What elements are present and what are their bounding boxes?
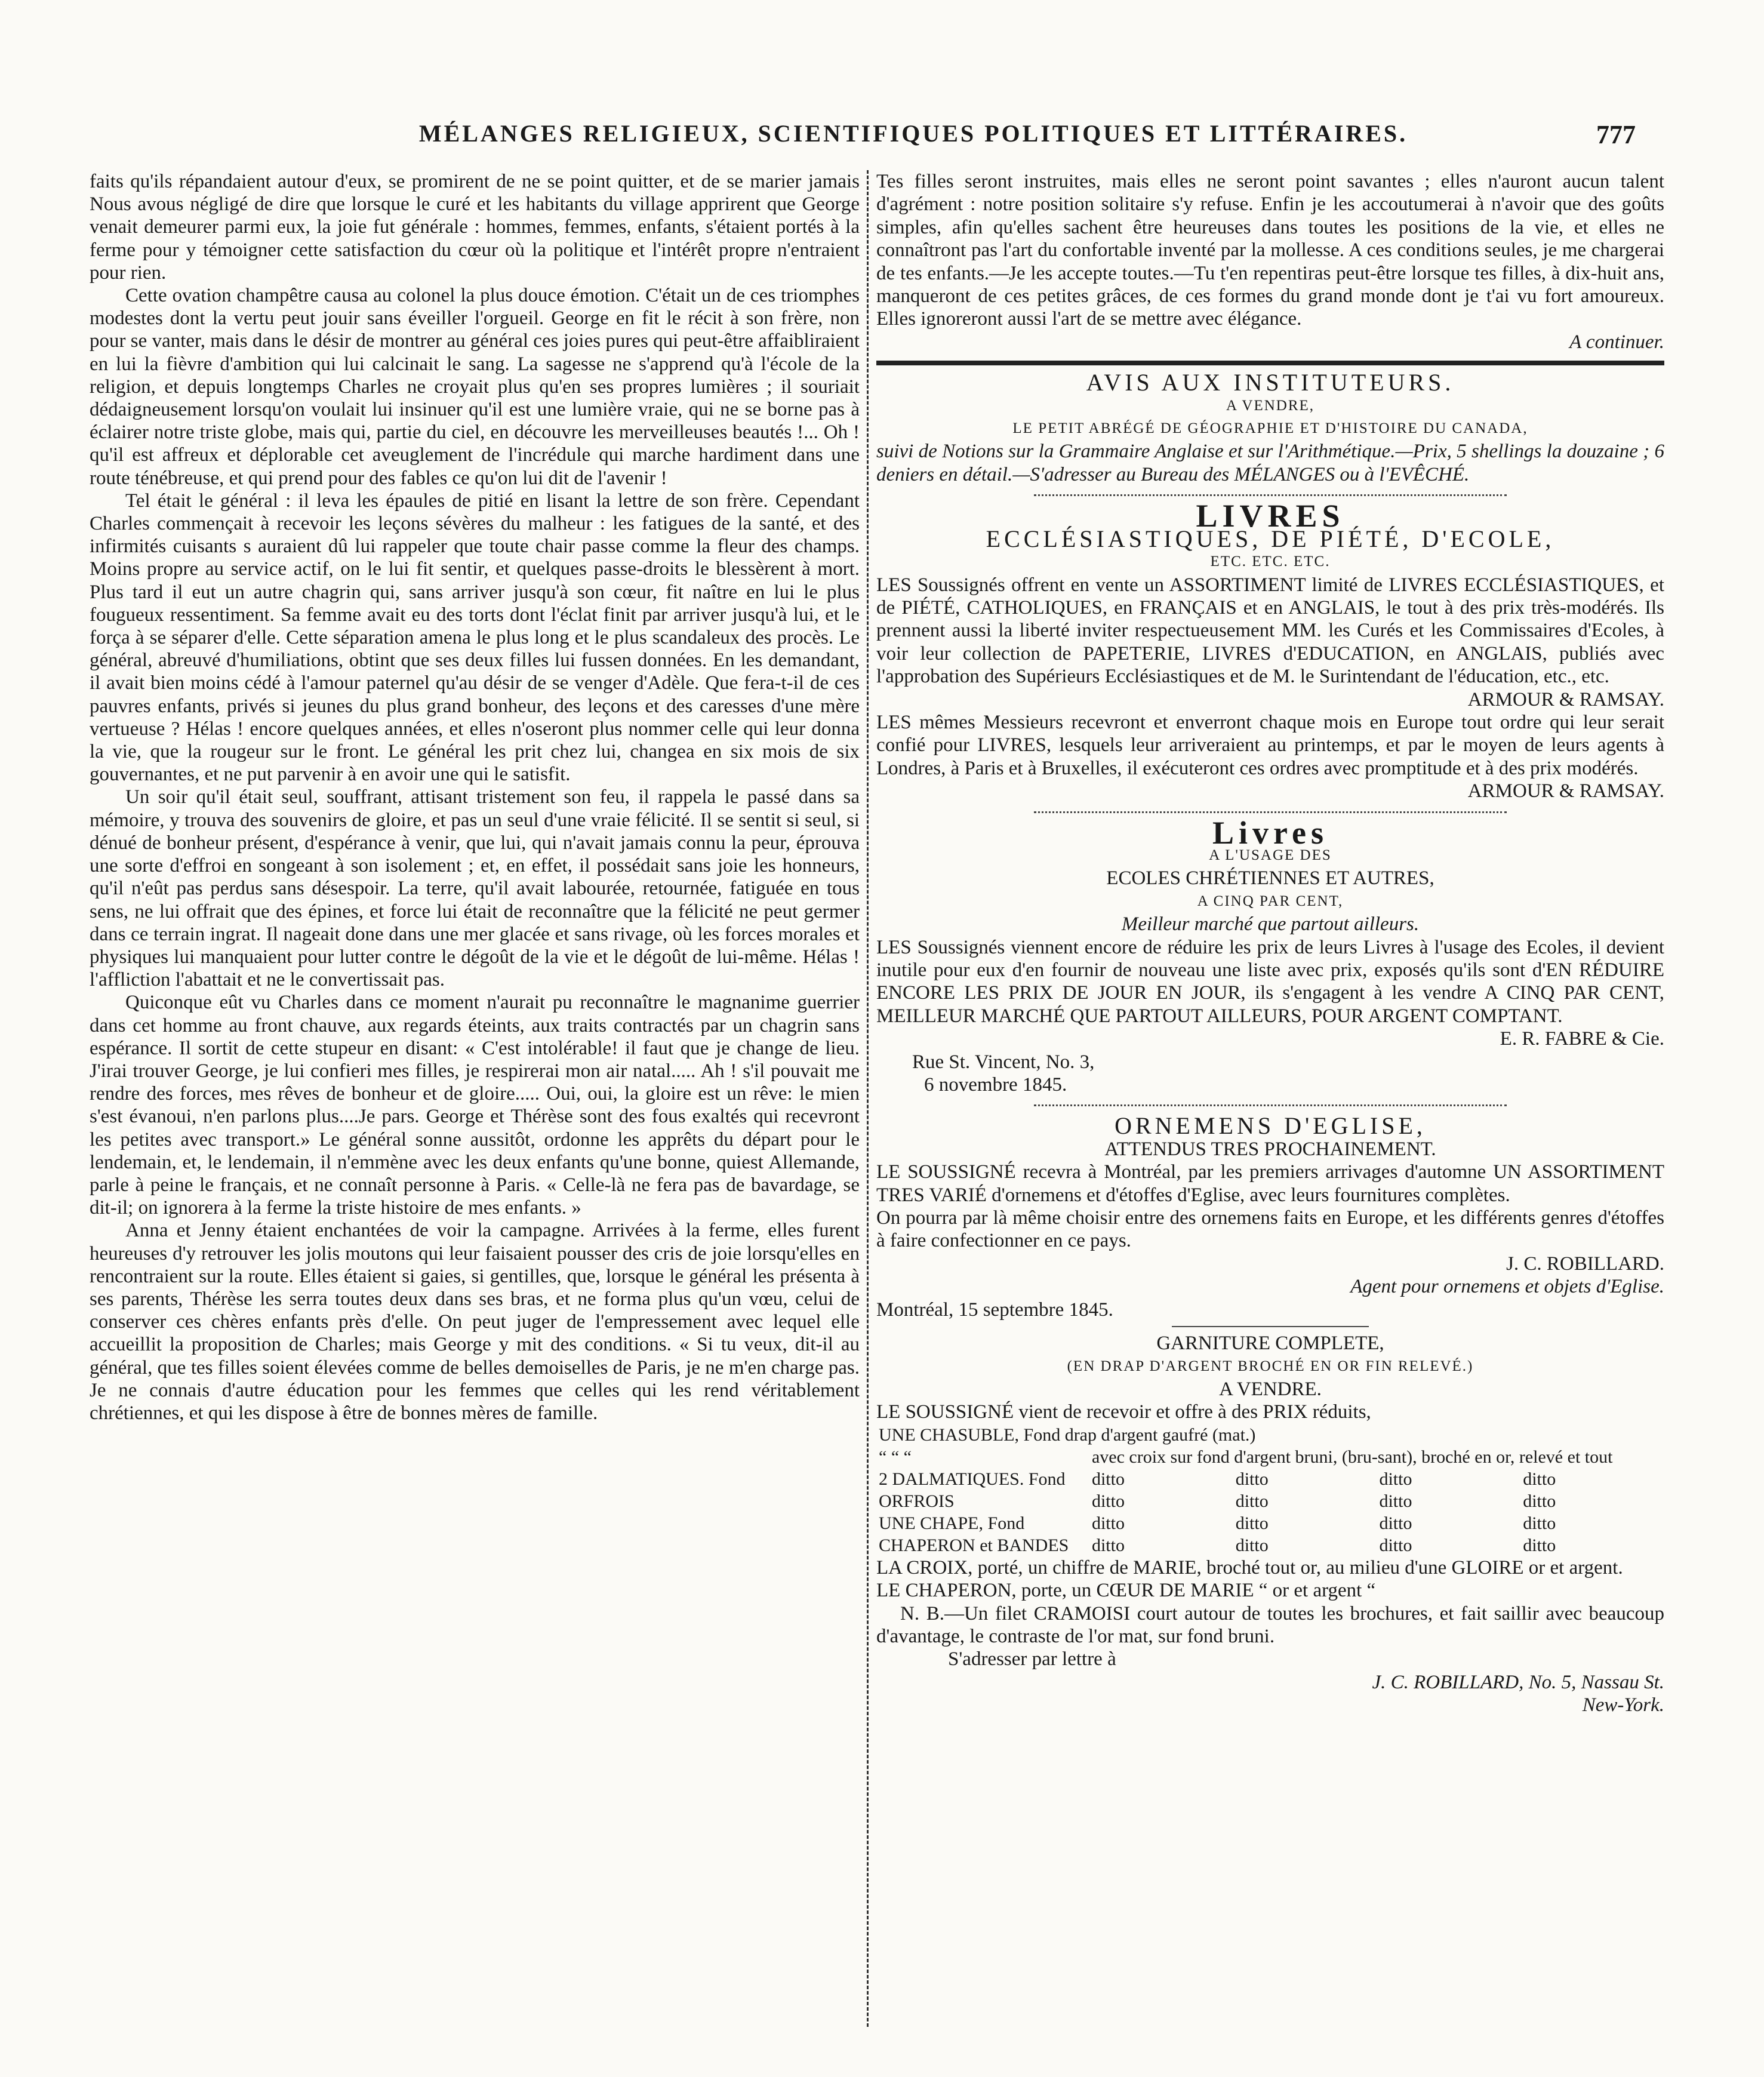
paragraph: Tes filles seront instruites, mais elles ne seront point savantes ; elles n'auront aucun talent d'agrément : notre position solitaire s'y refuse. Enfin je les accoutumerai à n'avoir que des goûts simples, afin qu'elles sachent être heureuses dans toutes les positions de la vie, et elles ne connaîtront pas l'art du confortable inventé par la mollesse. A ces conditions seules, je me chargerai de tes enfants.—Je les accepte toutes.—Tu t'en repentiras peut-être lorsque tes filles, à dix-huit ans, manqueront de ces petites grâces, de ces formes du grand monde dont je t'ai vu fort amoureux. Elles ignoreront aussi l'art de se mettre avec élégance. (876, 171, 1664, 330)
ad-body: LES mêmes Messieurs recevront et enverront chaque mois en Europe tout ordre qui leur serait confié pour LIVRES, lesquels leur arriveraient au printemps, et par le moyen de leurs agents à Londres, à Paris et à Bruxelles, il exécuteront ces ordres avec promptitude et à des prix modérés. (876, 711, 1664, 779)
table-cell: ditto (1523, 1535, 1556, 1555)
ad-signature: E. R. FABRE & Cie. (1500, 1028, 1664, 1050)
ad-heading: AVIS AUX INSTITUTEURS. (1086, 369, 1455, 396)
column-divider (867, 170, 871, 2027)
ad-body: suivi de Notions sur la Grammaire Anglaise et sur l'Arithmétique.—Prix, 5 shellings la douzaine ; 6 deniers en détail.—S'adresser au Bureau des MÉLANGES ou à l'EVÊCHÉ. (876, 441, 1664, 485)
ad-date: Montréal, 15 septembre 1845. (876, 1298, 1113, 1321)
table-cell: ditto (1379, 1513, 1412, 1533)
ad-body: On pourra par là même choisir entre des ornemens faits en Europe, et les différents genres d'étoffes à faire confectionner en ce pays. (876, 1207, 1664, 1252)
ad-subheading: ECOLES CHRÉTIENNES ET AUTRES, (1106, 867, 1434, 890)
ad-etc: ETC. ETC. ETC. (1210, 553, 1331, 570)
paragraph: Quiconque eût vu Charles dans ce moment n'aurait pu reconnaître le magnanime guerrier dans cet homme au front chauve, aux regards éteints, aux traits contractés par un chagrin sans espérance. Il sortit de cette stupeur en disant: « C'est intolérable! il faut que je change de lieu. J'irai trouver George, je lui confieri mes filles, je respirerai mon air natal..... Ah ! s'il pouvait me rendre des forces, mes rêves de bonheur et de gloire..... Oui, oui, la gloire est un rêve: le mien s'est évanoui, n'en parlons plus....Je pars. George et Thérèse sont des fous exaltés qui recevront les petites avec transport.» Le général sonne aussitôt, ordonne les apprêts du départ pour le lendemain, et, le lendemain, il n'emmène avec les deux enfants qu'une bonne, quiest Allemande, parle à peine le français, et ne connaît personne à Paris. « Celle-là ne fera pas de bavardage, se dit-il; on ignorera à la ferme la triste histoire de mes enfants. » (90, 992, 860, 1219)
ad-subheading: (EN DRAP D'ARGENT BROCHÉ EN OR FIN RELEVÉ.) (1067, 1358, 1474, 1374)
ad-heading: ORNEMENS D'EGLISE, (1115, 1112, 1426, 1140)
paragraph: Cette ovation champêtre causa au colonel la plus douce émotion. C'était un de ces triomphes modestes dont la vertu peut jouir sans éveiller l'orgueil. George en fit le récit à son frère, non pour se vanter, mais dans le désir de montrer au général ces joies pures qui peut-être affaibliraient en lui la fièvre d'ambition qui lui calcinait le sang. La sagesse ne s'apprend qu'à l'école de la religion, et depuis longtemps Charles ne croyait plus qu'en ses propres lumières ; il souriait dédaigneusement lorsqu'on voulait lui insinuer qu'il est une lumière vraie, qui ne se borne pas à éclairer notre triste globe, mais qui, partie du ciel, en découvre les merveilleuses beautés !... Oh ! qu'il est affreux et déplorable cet aveuglement de l'incrédule qui marche hardiment dans une route ténébreuse, et qui prend pour des fables ce qu'on lui dit de l'avenir ! (90, 285, 860, 489)
table-row (876, 1534, 1664, 1556)
table-cell: ditto (1235, 1469, 1269, 1489)
table-cell: ditto (1091, 1535, 1125, 1555)
ad-subheading: ATTENDUS TRES PROCHAINEMENT. (1104, 1138, 1436, 1160)
right-column (876, 170, 1664, 2033)
garniture-table (876, 1424, 1664, 1556)
table-cell: avec croix sur fond d'argent bruni, (bru-sant), broché en or, relevé et tout (1091, 1447, 1613, 1467)
ad-contact: S'adresser par lettre à (948, 1648, 1116, 1670)
ad-heading: LIVRES (1196, 498, 1345, 534)
ad-body: LA CROIX, porté, un chiffre de MARIE, broché tout or, au milieu d'une GLOIRE or et argent. (876, 1556, 1623, 1578)
table-row (876, 1424, 1664, 1446)
ad-city: New-York. (1582, 1694, 1664, 1716)
section-rule (876, 361, 1664, 365)
continuation-note: A continuer. (1569, 331, 1664, 353)
ad-garniture (876, 1332, 1664, 1716)
ad-body: LES Soussignés offrent en vente un ASSORTIMENT limité de LIVRES ECCLÉSIASTIQUES, et de PIÉTÉ, CATHOLIQUES, en FRANÇAIS et en ANGLAIS, le tout à des prix très-modérés. Ils prennent aussi la liberté inviter respectueusement MM. les Curés et les Commissaires d'Ecoles, à voir leur collection de PAPETERIE, LIVRES d'EDUCATION, en ANGLAIS, publiés avec l'approbation des Supérieurs Ecclésiastiques et de M. le Surintendant de l'éducation, etc., etc. (876, 574, 1664, 688)
divider (1034, 1104, 1507, 1106)
ad-subheading: A CINQ PAR CENT, (1197, 893, 1344, 909)
paragraph: Anna et Jenny étaient enchantées de voir la campagne. Arrivées à la ferme, elles furent heureuses d'y retrouver les jolis moutons qui leur faisaient pousser des cris de joie lorsqu'elles en rencontraient sur la route. Elles étaient si gaies, si gentilles, que, lorsque le général les présenta à ses parents, Thérèse les serra toutes deux dans ses bras, et ne forma plus qu'un vœu, celui de conserver ces chères enfants près d'elle. On peut juger de l'empressement avec lequel elle accueillit la proposition de Charles; mais George y mit des conditions. « Si tu veux, dit-il au général, que tes filles soient élevées comme de belles demoiselles de Paris, je ne m'en charge pas. Je ne connais d'autre éducation pour les femmes que celles qui les rend véritablement chrétiennes, et qui les dispose à être de bonnes mères de famille. (90, 1220, 860, 1424)
ad-heading: Livres (1212, 814, 1328, 851)
ad-body: LE CHAPERON, porte, un CŒUR DE MARIE “ or et argent “ (876, 1580, 1376, 1602)
divider (1172, 1326, 1369, 1327)
ad-signature: ARMOUR & RAMSAY. (1467, 688, 1664, 710)
ad-body: LE SOUSSIGNÉ recevra à Montréal, par les premiers arrivages d'automne UN ASSORTIMENT TRES VARIÉ d'ornemens et d'étoffes d'Eglise, avec leurs fournitures complètes. (876, 1161, 1664, 1206)
ad-subheading: ECCLÉSIASTIQUES, DE PIÉTÉ, D'ECOLE, (986, 525, 1555, 552)
table-row (876, 1468, 1664, 1490)
table-row (876, 1490, 1664, 1512)
running-title: MÉLANGES RELIGIEUX, SCIENTIFIQUES POLITIQUES ET LITTÉRAIRES. (418, 120, 1408, 147)
ad-date: 6 novembre 1845. (924, 1074, 1067, 1096)
table-cell: 2 DALMATIQUES. Fond (879, 1469, 1066, 1489)
ad-signature: ARMOUR & RAMSAY. (1467, 780, 1664, 802)
page-number: 777 (1596, 120, 1636, 149)
ad-subheading: A L'USAGE DES (1209, 847, 1332, 863)
table-cell: ditto (1379, 1491, 1412, 1511)
ad-subheading: A VENDRE, (1226, 397, 1315, 414)
table-cell: ditto (1235, 1491, 1269, 1511)
table-cell: ditto (1235, 1513, 1269, 1533)
ad-heading: GARNITURE COMPLETE, (1156, 1333, 1384, 1355)
ad-signature: J. C. ROBILLARD. (1506, 1253, 1664, 1275)
table-cell: ORFROIS (879, 1491, 955, 1511)
table-cell: “ “ “ (879, 1447, 912, 1467)
ad-intro: LE SOUSSIGNÉ vient de recevoir et offre à des PRIX réduits, (876, 1401, 1371, 1423)
table-cell: ditto (1091, 1513, 1125, 1533)
table-cell: ditto (1235, 1535, 1269, 1555)
table-row (876, 1512, 1664, 1534)
ad-note: N. B.—Un filet CRAMOISI court autour de toutes les brochures, et fait saillir avec beaucoup d'avantage, le contraste de l'or mat, sur fond bruni. (876, 1602, 1664, 1647)
table-cell: UNE CHAPE, Fond (879, 1513, 1025, 1533)
ad-subheading: A VENDRE. (1219, 1378, 1322, 1400)
table-row (876, 1446, 1664, 1468)
divider (1034, 494, 1507, 496)
table-cell: ditto (1523, 1491, 1556, 1511)
paragraph: Un soir qu'il était seul, souffrant, attisant tristement son feu, il rappela le passé dans sa mémoire, y trouva des souvenirs de gloire, et pas un seul d'une vraie félicité. Il se sentit si seul, si dénué de bonheur présent, d'espérance à venir, que lui, qui n'avait jamais connu la peur, éprouva une sorte d'effroi en songeant à son isolement ; et, en effet, il possédait sans joie les honneurs, qu'il n'eût pas perdus sans désespoir. La terre, qu'il avait labourée, retournée, fatiguée en tous sens, ne lui offrait que des épines, et force lui était de reconnaître que la félicité ne peut germer dans ce terrain ingrat. Il nageait done dans une mer glacée et sans rivage, où les forces morales et physiques lui manquaient pour lutter contre le dégoût de la vie et le dégoût de lui-même. Hélas ! l'affliction l'abattait et ne le convertissait pas. (90, 786, 860, 991)
table-cell: ditto (1091, 1491, 1125, 1511)
ad-body: LES Soussignés viennent encore de réduire les prix de leurs Livres à l'usage des Ecoles, il devient inutile pour eux d'en fournir de nouveau une liste avec prix, exposés qu'ils sont d'EN RÉDUIRE ENCORE LES PRIX DE JOUR EN JOUR, ils s'engagent à les vendre A CINQ PAR CENT, MEILLEUR MARCHÉ QUE PARTOUT AILLEURS, POUR ARGENT COMPTANT. (876, 936, 1664, 1027)
ad-address: Rue St. Vincent, No. 3, (912, 1051, 1095, 1073)
table-cell: ditto (1523, 1513, 1556, 1533)
table-cell: UNE CHASUBLE, Fond drap d'argent gaufré (mat.) (879, 1424, 1256, 1445)
ad-line: LE PETIT ABRÉGÉ DE GÉOGRAPHIE ET D'HISTOIRE DU CANADA, (1012, 420, 1528, 437)
table-cell: CHAPERON et BANDES (879, 1535, 1069, 1555)
divider (1034, 811, 1507, 813)
left-column (90, 170, 860, 2033)
ad-signature: J. C. ROBILLARD, No. 5, Nassau St. (1372, 1671, 1664, 1693)
paragraph: Tel était le général : il leva les épaules de pitié en lisant la lettre de son frère. Cependant Charles commençait à recevoir les leçons sévères du malheur : les fatigues de la santé, et des infirmités cuisants s auraient dû lui rappeler que toute chair passe comme la fleur des champs. Moins propre au service actif, on le lui fit sentir, et quelques passe-droits le blessèrent à mort. Plus tard il eut un autre chagrin qui, sans arriver jusqu'à son cœur, fit naître en lui le plus fougueux ressentiment. Sa femme avait eu des torts dont l'éclat finit par arriver jusqu'à lui, et le força à se séparer d'elle. Cette séparation amena le plus long et le plus scandaleux des procès. Le général, abreuvé d'humiliations, obtint que ses deux filles lui fussen données. En les demandant, il avait bien moins cédé à l'amour paternel qu'au désir de se venger d'Adèle. Que fera-t-il de ces pauvres enfants, privés si jeunes du plus grand bonheur, des leçons et des caresses d'une mère vertueuse ? Hélas ! encore quelques années, et elles n'oseront plus nommer celle qui leur donna la vie, que la rougeur sur le front. Le général les prit chez lui, changea en six mois de six gouvernantes, et ne put parvenir à en avoir une qui le satisfit. (90, 490, 860, 786)
ad-role: Agent pour ornemens et objets d'Eglise. (1350, 1276, 1664, 1298)
ad-instituteurs (876, 371, 1664, 486)
table-cell: ditto (1379, 1469, 1412, 1489)
ad-livres-ecoles (876, 814, 1664, 1097)
table-cell: ditto (1091, 1469, 1125, 1489)
table-cell: ditto (1379, 1535, 1412, 1555)
ad-ornemens (876, 1112, 1664, 1321)
ad-tagline: Meilleur marché que partout ailleurs. (1121, 913, 1420, 936)
paragraph: faits qu'ils répandaient autour d'eux, se promirent de ne se point quitter, et de se marier jamais Nous avous négligé de dire que lorsque le curé et les habitants du village apprirent que George venait demeurer parmi eux, la joie fut générale : hommes, femmes, enfants, s'étaient portés à la ferme pour y témoigner cette satisfaction du cœur où la politique et l'intérêt propre n'entraient pour rien. (90, 171, 860, 284)
page-header (84, 119, 1636, 161)
ad-livres (876, 498, 1664, 802)
table-cell: ditto (1523, 1469, 1556, 1489)
